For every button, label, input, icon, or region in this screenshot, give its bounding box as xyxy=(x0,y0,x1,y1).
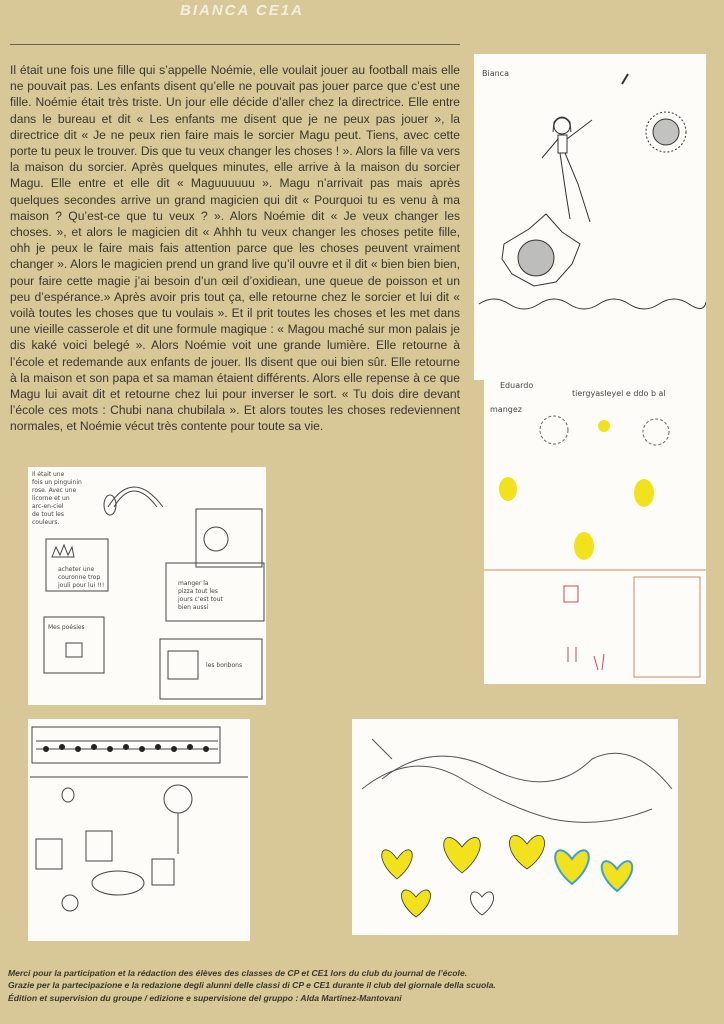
flower-icon xyxy=(164,785,192,813)
cup-icon xyxy=(152,859,174,885)
ball-top xyxy=(646,112,686,152)
crown-icon xyxy=(52,545,74,557)
penguin-icon xyxy=(104,495,116,515)
drawing-note: tiergyasleyel e ddo b al xyxy=(572,389,666,398)
building xyxy=(634,577,700,677)
drawing-cat-hearts xyxy=(352,719,678,935)
girl-body xyxy=(558,135,567,153)
striped-heart-icons xyxy=(555,850,632,891)
drawing-signature-2: Eduardo xyxy=(500,381,534,390)
svg-text:acheter une: acheter une xyxy=(58,566,95,573)
grass-line xyxy=(479,299,706,309)
svg-text:Il était une: Il était une xyxy=(32,471,65,478)
svg-text:couleurs.: couleurs. xyxy=(32,519,60,526)
svg-text:arc-en-ciel: arc-en-ciel xyxy=(32,503,64,510)
bowl-icon xyxy=(92,871,144,895)
credits-line-it: Grazie per la partecipazione e la redazione degli alunni delle classi di CP e CE1 durante il club del giornale della scuola. xyxy=(8,980,496,991)
girl-legs xyxy=(560,153,590,222)
ladybug-icon xyxy=(62,788,74,802)
notebook-icon xyxy=(66,643,82,657)
svg-text:fois un pinguinin: fois un pinguinin xyxy=(32,479,82,486)
window xyxy=(564,586,578,602)
heart-icons xyxy=(382,835,545,917)
poems-label: Mes poésies xyxy=(48,624,85,631)
svg-text:jouli pour lui !!!: jouli pour lui !!! xyxy=(58,582,105,589)
page-title: BIANCA CE1A xyxy=(180,2,304,19)
comic-svg xyxy=(28,467,266,705)
comic-intro-text xyxy=(32,471,82,526)
credits-footer xyxy=(8,967,708,1004)
candy-label: les bonbons xyxy=(206,662,243,669)
drawing-sun-scene xyxy=(484,372,706,684)
candy-jar-icon xyxy=(168,651,198,679)
music-notes-icon xyxy=(43,744,209,752)
svg-text:de tout les: de tout les xyxy=(32,511,64,518)
svg-text:manger la: manger la xyxy=(178,580,209,587)
scribble-1 xyxy=(540,416,568,444)
cat-scribble xyxy=(372,739,672,789)
svg-text:licorne et un: licorne et un xyxy=(32,495,70,502)
sun-icon xyxy=(598,420,610,432)
donut-icon xyxy=(62,895,78,911)
svg-text:jours c'est tout: jours c'est tout xyxy=(178,596,223,603)
svg-text:pizza tout les: pizza tout les xyxy=(178,588,218,595)
drawing-comic xyxy=(28,467,266,705)
yellow-blob xyxy=(634,479,654,507)
drawing-signature: Bianca xyxy=(482,69,509,78)
drawing-music-food xyxy=(28,719,250,941)
credits-line-editor: Édition et supervision du groupe / edizione e supervisione del gruppo : Alda Martinez-Mantovani xyxy=(8,992,402,1003)
cat-hearts-svg xyxy=(352,719,678,935)
yellow-blob xyxy=(499,477,517,501)
pizza-icon xyxy=(204,527,228,551)
svg-text:rose. Avec une: rose. Avec une xyxy=(32,487,77,494)
outline-heart-icon xyxy=(470,892,493,915)
scribble-2 xyxy=(643,419,669,445)
girl-hair xyxy=(553,117,571,132)
credits-line-fr: Merci pour la participation et la rédaction des élèves des classes de CP et CE1 lors du club du journal de l’école. xyxy=(8,968,468,978)
drawing-football-girl xyxy=(474,54,706,380)
motion-mark xyxy=(622,74,628,84)
ball-bottom xyxy=(502,214,580,286)
yellow-blob xyxy=(574,532,594,560)
jar-icon xyxy=(86,831,112,861)
comic-panel-candy xyxy=(160,639,262,699)
girl-head xyxy=(554,118,570,134)
chocolate-icon xyxy=(36,839,62,869)
drawing-note-2: mangez xyxy=(490,405,522,414)
football-drawing-svg xyxy=(474,54,706,380)
svg-text:couronne trop: couronne trop xyxy=(58,574,101,581)
title-divider xyxy=(10,44,460,45)
music-food-svg xyxy=(28,719,250,941)
sun-scene-svg xyxy=(484,372,706,684)
figures xyxy=(568,647,604,670)
story-text: Il était une fois une fille qui s’appelle Noémie, elle voulait jouer au football mais elle ne pouvait pas. Les enfants disent qu’elle ne pouvait pas jouer parce que c’est une fille. Noémie était très triste. Un jour elle décide d’aller chez la directrice. Elle entre dans le bureau et dit « Les enfants me disent que je ne peux pas jouer », la directrice dit « Je ne peux rien faire mais le sorcier Magu peut. Tiens, avec cette porte tu peux le trouver. Dis que tu veux changer les choses ! ». Alors la fille va vers la maison du sorcier. Après quelques minutes, elle arrive à la maison du sorcier Magu. Elle entre et elle dit « Maguuuuuu ». Magu n’arrivait pas mais après quelques secondes arrive un grand magicien qui dit « Pourquoi tu es venu à ma maison ? Qu’est-ce que tu veux ? ». Alors Noémie dit « Je veux changer les choses. », et alors le magicien dit « Ahhh tu veux changer les choses petite fille, ohh je peux le faire mais fais attention parce que les choses peuvent vraiment changer ». Alors le magicien prend un grand live qu’il ouvre et il dit « bien bien bien, pour faire cette magie j’ai besoin d’un œil d’oxidiean, une queue de poisson et un peu d’espérance.» Après avoir pris tout ça, elle retourne chez le sorcier et lui dit « voilà toutes les choses que tu voulais ». Et il prit toutes les choses et les met dans une vieille casserole et dit une formule magique : « Magou maché sur mon palais je dis kaké voici belegé ». Alors Noémie voit une grande lumière. Elle retourne à l’école et redemande aux enfants de jouer. Ils disent que oui bien sûr. Elle retourne à la maison et son papa et sa maman étaient différents. Alors elle repense à ce que Magu lui avait dit et retourne chez lui pour inverser le sort. « Tu dois dire devant l’école ces mots : Chubi nana chubilala ». Et alors toutes les choses redeviennent normales, et Noémie vécut très contente pour toute sa vie. xyxy=(10,63,460,434)
svg-text:bien aussi: bien aussi xyxy=(178,604,209,611)
comic-panel-pizza-image xyxy=(196,509,262,567)
